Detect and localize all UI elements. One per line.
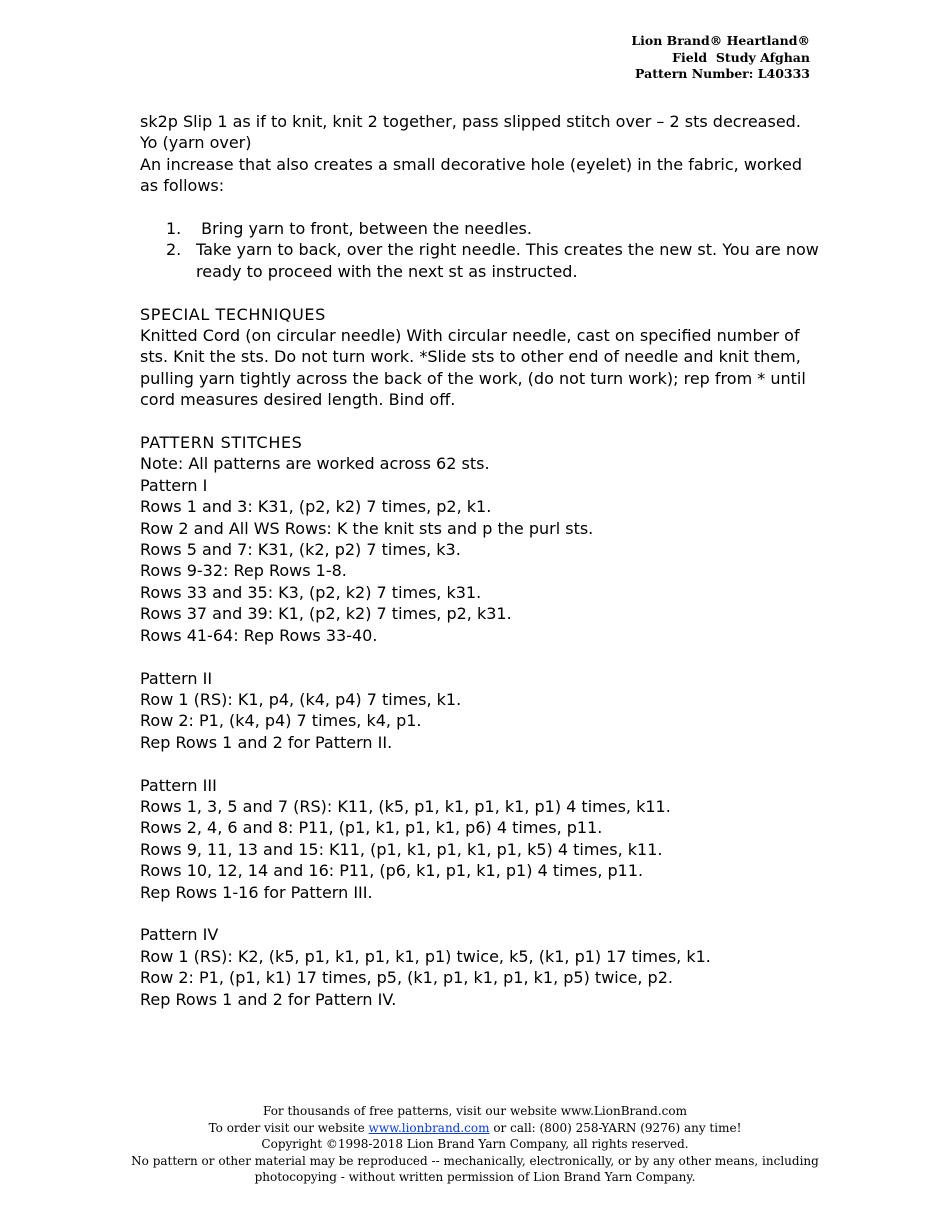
pattern-row: Rows 5 and 7: K31, (k2, p2) 7 times, k3. [140,540,461,560]
pattern-1-title: Pattern I [140,475,208,495]
footer-order-line [0,1120,950,1137]
abbrev-yo-desc: An increase that also creates a small decorative hole (eyelet) in the fabric, worked as follows: [140,154,802,196]
pattern-row: Rows 1 and 3: K31, (p2, k2) 7 times, p2, k1. [140,497,492,517]
footer-notice-line2: photocopying - without written permission of Lion Brand Yarn Company. [254,1170,696,1185]
list-number: 2. [166,240,182,260]
list-text: Bring yarn to front, between the needles. [196,219,532,239]
header-pattern-name: Field Study Afghan [672,49,810,65]
footer-order-suffix: or call: (800) 258-YARN (9276) any time! [489,1120,742,1135]
footer-notice-line1: No pattern or other material may be reproduced -- mechanically, electronically, or by any other means, including [131,1153,819,1168]
abbrev-sk2p: sk2p Slip 1 as if to knit, knit 2 together, pass slipped stitch over – 2 sts decreased. [140,112,801,131]
document-footer [0,1103,950,1186]
pattern-row: Rows 2, 4, 6 and 8: P11, (p1, k1, p1, k1, p6) 4 times, p11. [140,818,603,838]
document-header [631,33,810,83]
footer-order-prefix: To order visit our website [208,1120,369,1135]
pattern-row: Row 2: P1, (k4, p4) 7 times, k4, p1. [140,711,422,731]
pattern-row: Row 1 (RS): K2, (k5, p1, k1, p1, k1, p1) twice, k5, (k1, p1) 17 times, k1. [140,946,711,966]
special-techniques-text: Knitted Cord (on circular needle) With circular needle, cast on specified number of sts. Knit the sts. Do not turn work. *Slide sts to other end of needle and knit them, pulling yarn tightly across the back of the work, (do not turn work); rep from * until cord measures desired length. Bind off. [140,326,806,410]
pattern-row: Rows 41-64: Rep Rows 33-40. [140,625,378,645]
header-brand: Lion Brand® Heartland® [631,33,810,48]
list-item [140,218,820,239]
pattern-body [140,111,820,1010]
pattern-note: Note: All patterns are worked across 62 sts. [140,454,490,474]
pattern-row: Rep Rows 1 and 2 for Pattern IV. [140,989,397,1009]
special-techniques-heading: SPECIAL TECHNIQUES [140,304,326,324]
pattern-row: Row 2: P1, (p1, k1) 17 times, p5, (k1, p1, k1, p1, k1, p5) twice, p2. [140,968,673,988]
pattern-4-title: Pattern IV [140,925,219,945]
pattern-row: Rows 37 and 39: K1, (p2, k2) 7 times, p2, k31. [140,604,512,624]
pattern-stitches-heading: PATTERN STITCHES [140,433,303,453]
footer-free-patterns: For thousands of free patterns, visit our website www.LionBrand.com [263,1104,687,1118]
pattern-2-title: Pattern II [140,668,213,688]
pattern-row: Rep Rows 1-16 for Pattern III. [140,882,373,902]
list-number: 1. [166,219,182,239]
pattern-row: Rows 9, 11, 13 and 15: K11, (p1, k1, p1, k1, p1, k5) 4 times, k11. [140,839,663,859]
pattern-row: Rows 9-32: Rep Rows 1-8. [140,561,347,581]
list-item [140,239,820,282]
footer-copyright: Copyright ©1998-2018 Lion Brand Yarn Company, all rights reserved. [261,1137,689,1152]
pattern-row: Rep Rows 1 and 2 for Pattern II. [140,732,393,752]
abbrev-yo-title: Yo (yarn over) [140,133,252,153]
yo-steps-list [140,218,820,282]
pattern-row: Rows 1, 3, 5 and 7 (RS): K11, (k5, p1, k1, p1, k1, p1) 4 times, k11. [140,796,671,816]
header-pattern-number: Pattern Number: L40333 [635,66,810,81]
pattern-3-title: Pattern III [140,775,217,795]
pattern-row: Row 1 (RS): K1, p4, (k4, p4) 7 times, k1. [140,689,462,709]
website-link[interactable]: www.lionbrand.com [368,1120,490,1135]
pattern-row: Row 2 and All WS Rows: K the knit sts and p the purl sts. [140,518,594,538]
pattern-row: Rows 33 and 35: K3, (p2, k2) 7 times, k31. [140,582,482,602]
pattern-row: Rows 10, 12, 14 and 16: P11, (p6, k1, p1, k1, p1) 4 times, p11. [140,861,644,881]
list-text: Take yarn to back, over the right needle. This creates the new st. You are now ready to proceed with the next st as instructed. [196,240,819,281]
